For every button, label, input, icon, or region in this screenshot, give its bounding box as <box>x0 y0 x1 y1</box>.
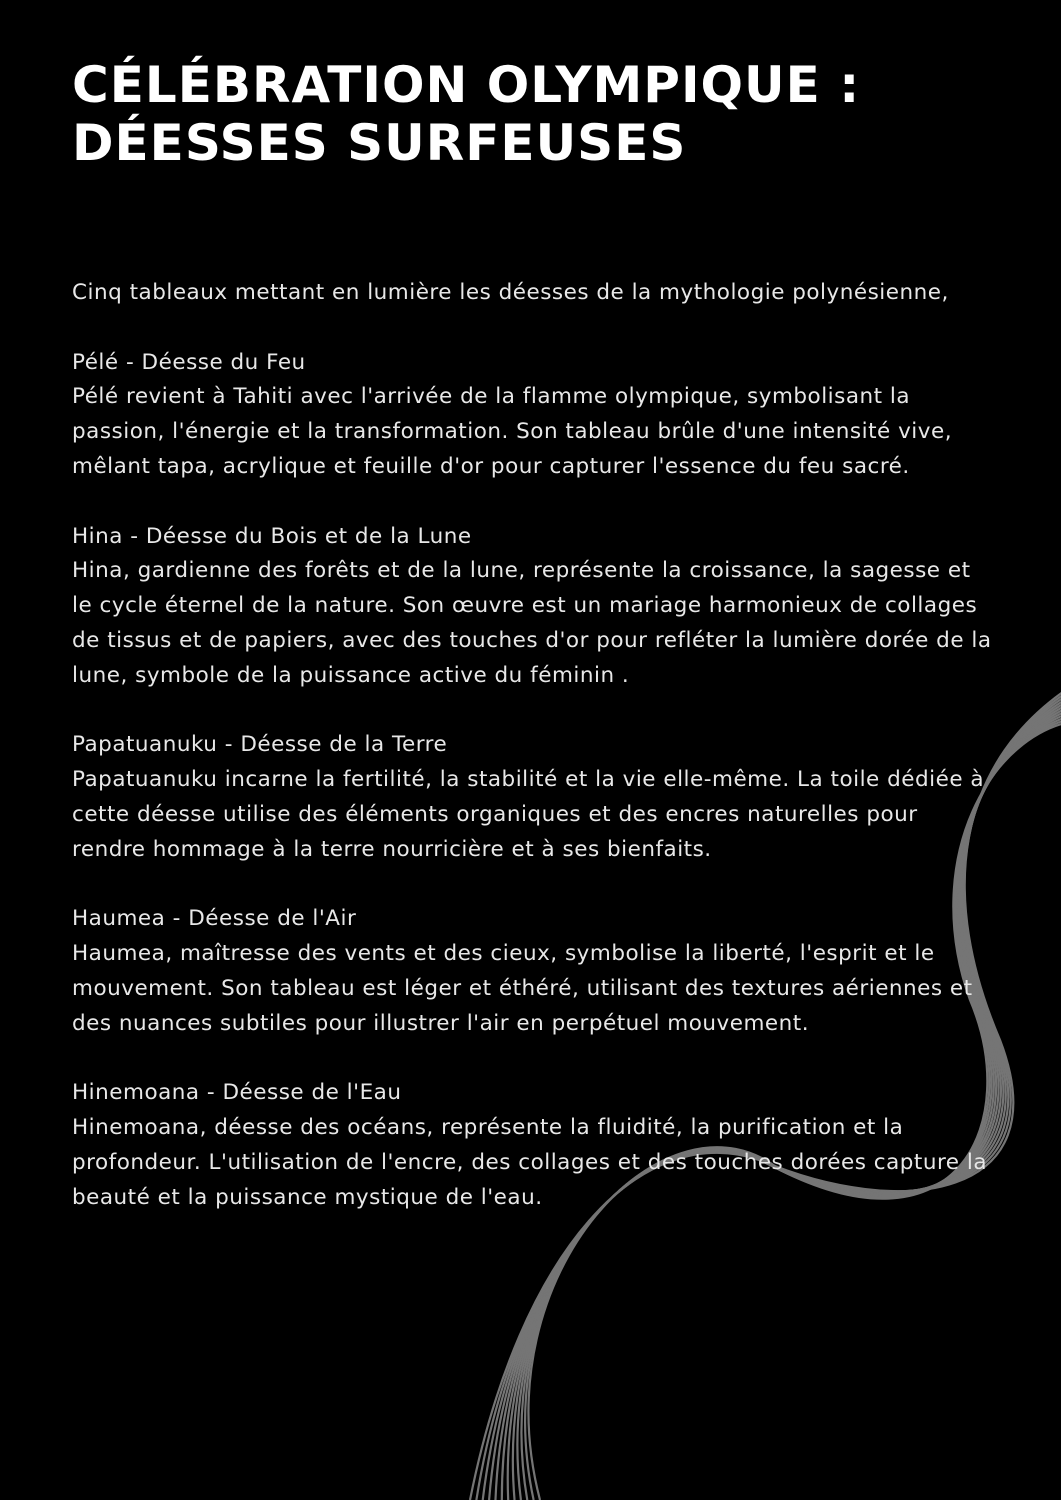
section-text-hinemoana: Hinemoana, déesse des océans, représente la fluidité, la purification et la profondeur. L'utilisation de l'encre, des collages et des touches dorées capture la beauté et la puissance mystique de l'eau. <box>72 1115 988 1210</box>
section-text-papatuanuku: Papatuanuku incarne la fertilité, la stabilité et la vie elle-même. La toile dédiée à cette déesse utilise des éléments organiques et des encres naturelles pour rendre hommage à la terre nourricière et à ses bienfaits. <box>72 767 985 862</box>
intro-paragraph: Cinq tableaux mettant en lumière les déesses de la mythologie polynésienne, <box>72 280 949 305</box>
section-text-haumea: Haumea, maîtresse des vents et des cieux, symbolise la liberté, l'esprit et le mouvement. Son tableau est léger et éthéré, utilisant des textures aériennes et des nuances subtiles pour illustrer l'air en perpétuel mouvement. <box>72 941 973 1036</box>
title-line-2: DÉESSES SURFEUSES <box>72 114 687 172</box>
title-line-1: CÉLÉBRATION OLYMPIQUE : <box>72 56 861 114</box>
section-text-hina: Hina, gardienne des forêts et de la lune, représente la croissance, la sagesse et le cycle éternel de la nature. Son œuvre est un mariage harmonieux de collages de tissus et de papiers, avec des touches d'or pour refléter la lumière dorée de la lune, symbole de la puissance active du féminin . <box>72 558 992 688</box>
section-heading-hina: Hina - Déesse du Bois et de la Lune <box>72 523 472 549</box>
section-heading-pele: Pélé - Déesse du Feu <box>72 349 306 375</box>
section-text-pele: Pélé revient à Tahiti avec l'arrivée de la flamme olympique, symbolisant la passion, l'énergie et la transformation. Son tableau brûle d'une intensité vive, mêlant tapa, acrylique et feuille d'or pour capturer l'essence du feu sacré. <box>72 384 953 479</box>
section-heading-hinemoana: Hinemoana - Déesse de l'Eau <box>72 1080 402 1106</box>
section-heading-haumea: Haumea - Déesse de l'Air <box>72 906 357 932</box>
content-body <box>72 276 992 1250</box>
page-title <box>72 56 992 172</box>
section-heading-papatuanuku: Papatuanuku - Déesse de la Terre <box>72 732 448 758</box>
